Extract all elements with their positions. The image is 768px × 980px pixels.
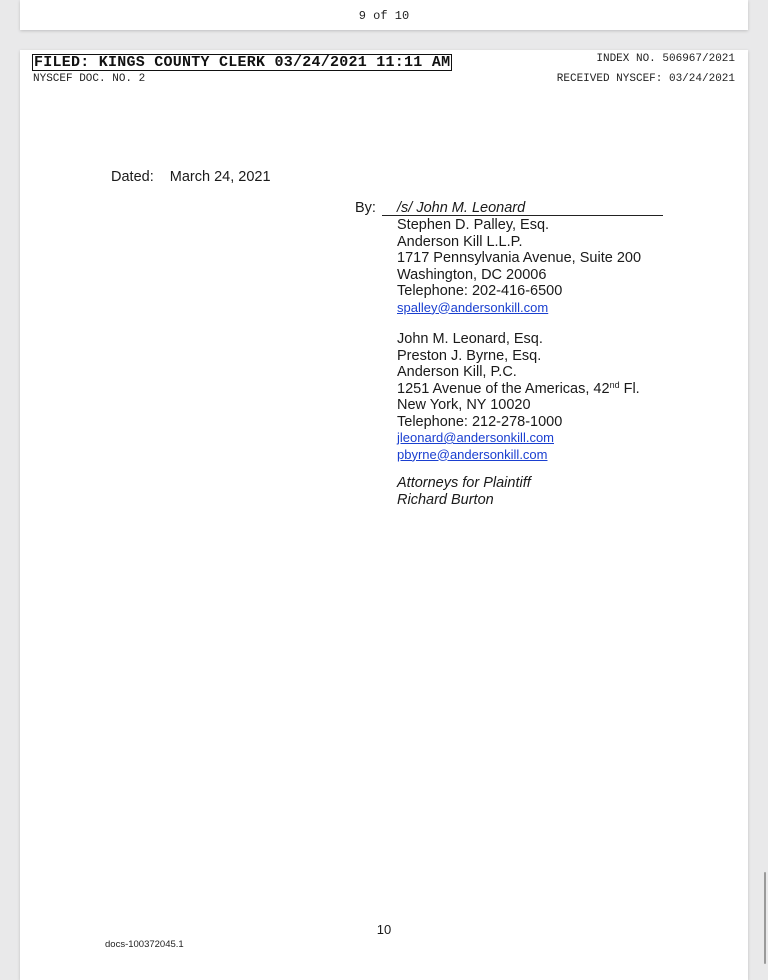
by-label: By: [355, 200, 376, 216]
signature: /s/ John M. Leonard [397, 200, 526, 216]
filed-stamp: FILED: KINGS COUNTY CLERK 03/24/2021 11:11 AM [34, 54, 451, 71]
address-text: 1251 Avenue of the Americas, 42 [397, 380, 610, 397]
counsel-address-line: 1717 Pennsylvania Avenue, Suite 200 [397, 250, 642, 266]
counsel-block-2 [397, 331, 640, 463]
index-number: INDEX NO. 506967/2021 [596, 53, 735, 65]
counsel-address-line: Washington, DC 20006 [397, 266, 547, 283]
attorneys-for-block [397, 475, 531, 508]
attorneys-for-line: Attorneys for Plaintiff [397, 475, 531, 491]
counsel-address-line: New York, NY 10020 [397, 397, 531, 413]
dated-line [111, 169, 271, 185]
email-link[interactable]: pbyrne@andersonkill.com [397, 446, 548, 462]
counsel-firm: Anderson Kill L.L.P. [397, 233, 523, 250]
address-tail: Fl. [619, 380, 640, 397]
received-nyscef: RECEIVED NYSCEF: 03/24/2021 [556, 73, 735, 85]
counsel-block-1 [397, 217, 641, 316]
client-name: Richard Burton [397, 491, 494, 508]
docs-id: docs-100372045.1 [105, 939, 184, 950]
dated-label: Dated: [111, 169, 154, 185]
dated-value: March 24, 2021 [169, 169, 271, 185]
document-page [20, 50, 748, 980]
counsel-phone: Telephone: 212-278-1000 [397, 413, 563, 430]
email-link[interactable]: spalley@andersonkill.com [397, 299, 549, 315]
counsel-firm: Anderson Kill, P.C. [397, 364, 517, 380]
ordinal-suffix: nd [609, 379, 620, 390]
email-link[interactable]: jleonard@andersonkill.com [397, 430, 554, 445]
counsel-name: Stephen D. Palley, Esq. [397, 217, 550, 233]
scrollbar-thumb[interactable] [764, 872, 766, 964]
nyscef-doc-no: NYSCEF DOC. NO. 2 [33, 73, 146, 85]
counsel-address-line [397, 381, 640, 398]
previous-page [20, 0, 748, 30]
counsel-name: John M. Leonard, Esq. [397, 331, 543, 347]
counsel-name: Preston J. Byrne, Esq. [397, 347, 542, 364]
counsel-phone: Telephone: 202-416-6500 [397, 283, 563, 299]
previous-page-footer: 9 of 10 [358, 9, 410, 23]
page-number: 10 [376, 922, 392, 937]
